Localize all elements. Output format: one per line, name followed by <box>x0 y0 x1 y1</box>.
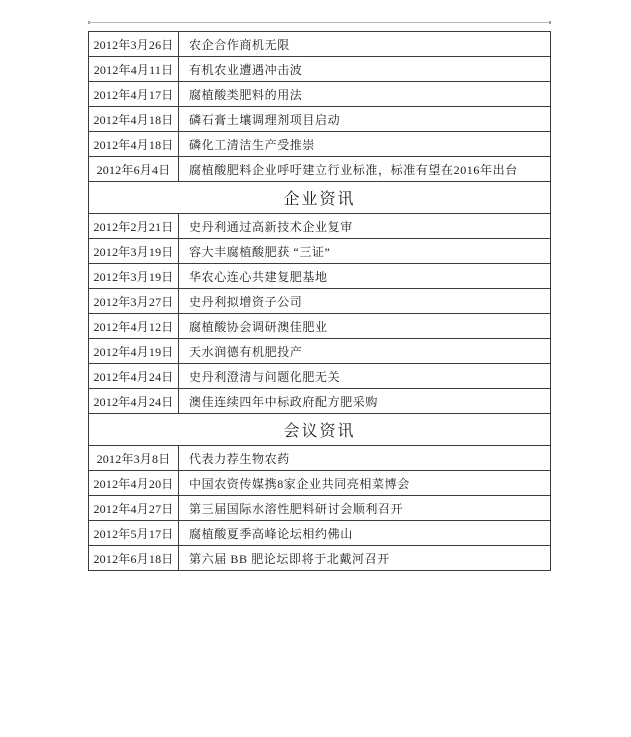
date-cell: 2012年3月8日 <box>89 446 179 471</box>
table-row <box>89 82 551 107</box>
news-title-cell: 中国农资传媒携8家企业共同亮相菜博会 <box>179 471 551 496</box>
news-title-cell: 容大丰腐植酸肥获 “三证” <box>179 239 551 264</box>
table-row <box>89 314 551 339</box>
date-cell: 2012年4月20日 <box>89 471 179 496</box>
section-header: 会议资讯 <box>89 414 551 446</box>
table-row <box>89 471 551 496</box>
table-row <box>89 107 551 132</box>
table-row <box>89 264 551 289</box>
date-cell: 2012年3月19日 <box>89 239 179 264</box>
news-title-cell: 史丹利通过高新技术企业复审 <box>179 214 551 239</box>
date-cell: 2012年4月24日 <box>89 364 179 389</box>
section-header: 企业资讯 <box>89 182 551 214</box>
date-cell: 2012年3月27日 <box>89 289 179 314</box>
table-row <box>89 389 551 414</box>
remnant-right-tick <box>549 21 551 24</box>
news-title-cell: 腐植酸夏季高峰论坛相约佛山 <box>179 521 551 546</box>
date-cell: 2012年4月18日 <box>89 132 179 157</box>
date-cell: 2012年4月12日 <box>89 314 179 339</box>
table-row <box>89 446 551 471</box>
table-row <box>89 157 551 182</box>
section-header-row <box>89 182 551 214</box>
table-row <box>89 364 551 389</box>
date-cell: 2012年6月18日 <box>89 546 179 571</box>
date-cell: 2012年2月21日 <box>89 214 179 239</box>
news-title-cell: 腐植酸协会调研澳佳肥业 <box>179 314 551 339</box>
date-cell: 2012年4月19日 <box>89 339 179 364</box>
page-break-table-remnant <box>88 21 551 24</box>
news-title-cell: 史丹利澄清与问题化肥无关 <box>179 364 551 389</box>
table-row <box>89 521 551 546</box>
news-title-cell: 史丹利拟增资子公司 <box>179 289 551 314</box>
news-title-cell: 农企合作商机无限 <box>179 32 551 57</box>
news-title-cell: 腐植酸类肥料的用法 <box>179 82 551 107</box>
date-cell: 2012年4月18日 <box>89 107 179 132</box>
news-table <box>88 31 551 571</box>
news-title-cell: 第三届国际水溶性肥料研讨会顺利召开 <box>179 496 551 521</box>
date-cell: 2012年4月17日 <box>89 82 179 107</box>
date-cell: 2012年3月26日 <box>89 32 179 57</box>
date-cell: 2012年3月19日 <box>89 264 179 289</box>
news-title-cell: 磷化工清洁生产受推崇 <box>179 132 551 157</box>
date-cell: 2012年4月11日 <box>89 57 179 82</box>
table-row <box>89 214 551 239</box>
date-cell: 2012年6月4日 <box>89 157 179 182</box>
table-row <box>89 57 551 82</box>
table-row <box>89 546 551 571</box>
news-title-cell: 澳佳连续四年中标政府配方肥采购 <box>179 389 551 414</box>
news-title-cell: 代表力荐生物农药 <box>179 446 551 471</box>
news-title-cell: 天水润德有机肥投产 <box>179 339 551 364</box>
table-row <box>89 239 551 264</box>
table-row <box>89 289 551 314</box>
news-title-cell: 腐植酸肥料企业呼吁建立行业标准，标准有望在2016年出台 <box>179 157 551 182</box>
news-title-cell: 华农心连心共建复肥基地 <box>179 264 551 289</box>
table-row <box>89 496 551 521</box>
remnant-line <box>88 22 551 23</box>
news-title-cell: 第六届 BB 肥论坛即将于北戴河召开 <box>179 546 551 571</box>
table-row <box>89 132 551 157</box>
table-row <box>89 339 551 364</box>
section-header-row <box>89 414 551 446</box>
date-cell: 2012年4月24日 <box>89 389 179 414</box>
news-title-cell: 有机农业遭遇冲击波 <box>179 57 551 82</box>
date-cell: 2012年5月17日 <box>89 521 179 546</box>
news-table-body <box>89 32 551 571</box>
table-row <box>89 32 551 57</box>
date-cell: 2012年4月27日 <box>89 496 179 521</box>
news-title-cell: 磷石膏土壤调理剂项目启动 <box>179 107 551 132</box>
